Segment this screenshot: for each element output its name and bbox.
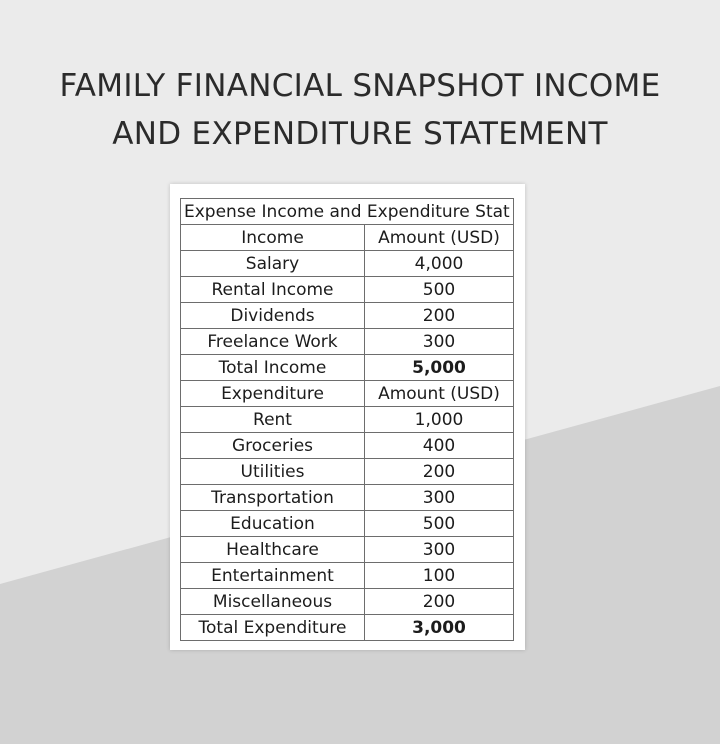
row-amount: 500 — [365, 511, 514, 537]
income-total-label: Total Income — [181, 355, 365, 381]
row-amount: 200 — [365, 589, 514, 615]
row-label: Transportation — [181, 485, 365, 511]
row-amount: 500 — [365, 277, 514, 303]
expenditure-total-row — [181, 615, 514, 641]
income-total-row — [181, 355, 514, 381]
page-title-line-1: FAMILY FINANCIAL SNAPSHOT INCOME — [59, 68, 661, 104]
row-label: Entertainment — [181, 563, 365, 589]
page-title-line-2: AND EXPENDITURE STATEMENT — [112, 116, 608, 152]
table-row — [181, 563, 514, 589]
row-label: Salary — [181, 251, 365, 277]
row-label: Dividends — [181, 303, 365, 329]
table-heading: Expense Income and Expenditure Stat — [181, 199, 514, 225]
row-label: Healthcare — [181, 537, 365, 563]
expenditure-column-header: Expenditure — [181, 381, 365, 407]
page-title — [0, 62, 720, 158]
income-column-header: Income — [181, 225, 365, 251]
row-amount: 300 — [365, 329, 514, 355]
row-label: Miscellaneous — [181, 589, 365, 615]
row-amount: 200 — [365, 303, 514, 329]
row-amount: 200 — [365, 459, 514, 485]
row-label: Education — [181, 511, 365, 537]
row-label: Utilities — [181, 459, 365, 485]
row-amount: 4,000 — [365, 251, 514, 277]
income-total-amount: 5,000 — [365, 355, 514, 381]
row-amount: 300 — [365, 537, 514, 563]
expenditure-amount-header: Amount (USD) — [365, 381, 514, 407]
table-row — [181, 407, 514, 433]
table-row — [181, 485, 514, 511]
table-row — [181, 329, 514, 355]
income-amount-header: Amount (USD) — [365, 225, 514, 251]
statement-table — [180, 198, 514, 641]
row-label: Freelance Work — [181, 329, 365, 355]
row-label: Groceries — [181, 433, 365, 459]
row-amount: 400 — [365, 433, 514, 459]
table-row — [181, 459, 514, 485]
table-row — [181, 537, 514, 563]
income-header-row — [181, 225, 514, 251]
row-label: Rental Income — [181, 277, 365, 303]
table-heading-row — [181, 199, 514, 225]
row-amount: 1,000 — [365, 407, 514, 433]
expenditure-total-amount: 3,000 — [365, 615, 514, 641]
table-row — [181, 589, 514, 615]
table-row — [181, 303, 514, 329]
expenditure-total-label: Total Expenditure — [181, 615, 365, 641]
table-row — [181, 251, 514, 277]
row-amount: 100 — [365, 563, 514, 589]
table-row — [181, 511, 514, 537]
row-amount: 300 — [365, 485, 514, 511]
table-row — [181, 277, 514, 303]
statement-sheet — [170, 184, 525, 650]
expenditure-header-row — [181, 381, 514, 407]
table-row — [181, 433, 514, 459]
row-label: Rent — [181, 407, 365, 433]
